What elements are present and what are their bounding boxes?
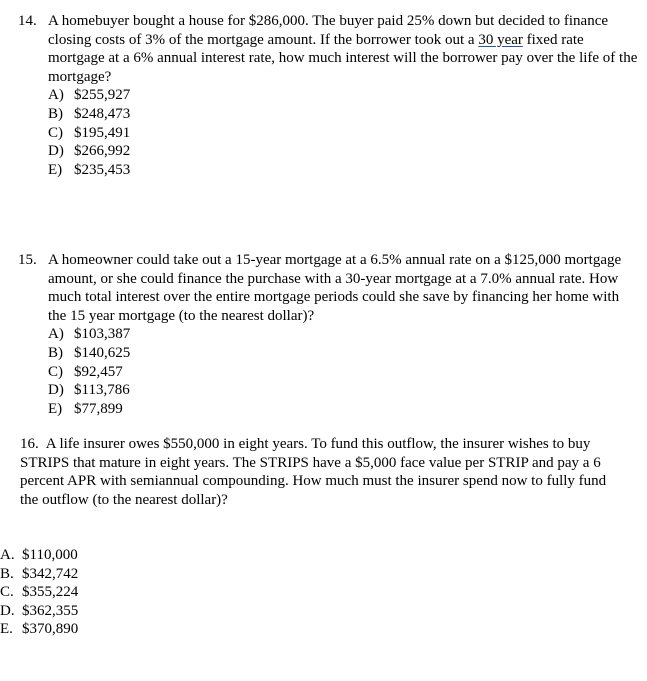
question-14-option-e bbox=[48, 161, 638, 180]
question-15-stem: A homeowner could take out a 15-year mortgage at a 6.5% annual rate on a $125,000 mortgage amount, or she could finance the purchase with a 30-year mortgage at a 7.0% annual rate. How much total interest over the entire mortgage periods could she save by financing her home with the 15 year mortgage (to the nearest dollar)? bbox=[48, 252, 622, 324]
option-letter: A. bbox=[0, 547, 15, 563]
option-letter: B) bbox=[48, 105, 63, 122]
option-text: $113,786 bbox=[74, 382, 130, 399]
option-letter: A) bbox=[48, 326, 64, 343]
option-text: $92,457 bbox=[74, 363, 123, 380]
option-letter: E) bbox=[48, 400, 63, 417]
question-15-option-c bbox=[48, 363, 638, 382]
option-text: $370,890 bbox=[22, 621, 79, 638]
question-14-stem bbox=[48, 12, 638, 86]
question-14-option-a bbox=[48, 86, 638, 105]
option-letter: D) bbox=[48, 143, 64, 160]
question-15-option-a bbox=[48, 325, 638, 344]
question-15-option-b bbox=[48, 344, 638, 363]
option-text: $255,927 bbox=[74, 87, 131, 104]
question-16-option-a bbox=[0, 546, 78, 565]
question-16-number: 16. bbox=[20, 436, 39, 452]
option-text: $248,473 bbox=[74, 105, 131, 122]
option-text: $110,000 bbox=[22, 547, 78, 563]
question-15-number: 15. bbox=[18, 252, 37, 268]
option-letter: C. bbox=[0, 584, 14, 601]
option-text: $77,899 bbox=[74, 400, 123, 417]
question-14 bbox=[18, 12, 638, 179]
option-text: $140,625 bbox=[74, 344, 131, 361]
question-14-options bbox=[48, 86, 638, 179]
question-16-option-b bbox=[0, 565, 78, 584]
question-15-options bbox=[48, 325, 638, 418]
question-14-option-b bbox=[48, 105, 638, 124]
question-16 bbox=[20, 435, 612, 509]
question-16-option-e bbox=[0, 620, 78, 639]
question-15-option-d bbox=[48, 381, 638, 400]
question-14-stem-part-1: A homebuyer bought a house for $286,000. The buyer paid 25% down but decided to finance closing costs of 3% of the mortgage amount. If the borrower took out a bbox=[48, 13, 609, 48]
option-text: $235,453 bbox=[74, 161, 131, 178]
option-text: $362,355 bbox=[22, 602, 79, 619]
option-letter: E. bbox=[0, 621, 13, 638]
option-text: $355,224 bbox=[22, 584, 79, 601]
option-letter: C) bbox=[48, 363, 63, 380]
question-15 bbox=[18, 251, 638, 418]
question-14-number: 14. bbox=[18, 13, 37, 29]
question-16-stem: A life insurer owes $550,000 in eight years. To fund this outflow, the insurer wishes to buy STRIPS that mature in eight years. The STRIPS have a $5,000 face value per STRIP and pay a 6 percent APR with semiannual compounding. How much must the insurer spend now to fully fund the outflow (to the nearest dollar)? bbox=[20, 436, 610, 508]
option-letter: A) bbox=[48, 87, 64, 104]
question-14-option-c bbox=[48, 124, 638, 143]
question-16-option-c bbox=[0, 583, 78, 602]
option-letter: D. bbox=[0, 602, 15, 619]
option-text: $103,387 bbox=[74, 326, 131, 343]
question-16-option-d bbox=[0, 602, 78, 621]
question-14-underlined-term: 30 year bbox=[478, 31, 523, 48]
option-text: $266,992 bbox=[74, 143, 131, 160]
option-text: $342,742 bbox=[22, 565, 79, 582]
question-15-option-e bbox=[48, 400, 638, 419]
question-16-options bbox=[0, 546, 78, 639]
option-letter: E) bbox=[48, 161, 63, 178]
question-14-option-d bbox=[48, 142, 638, 161]
option-letter: B) bbox=[48, 344, 63, 361]
option-letter: C) bbox=[48, 124, 63, 141]
question-14-stem-part-2: fixed rate mortgage at a 6% annual interest rate, how much interest will the borrower pay over the life of the mortgage? bbox=[48, 31, 638, 85]
option-letter: B. bbox=[0, 565, 14, 582]
option-text: $195,491 bbox=[74, 124, 131, 141]
option-letter: D) bbox=[48, 382, 64, 399]
